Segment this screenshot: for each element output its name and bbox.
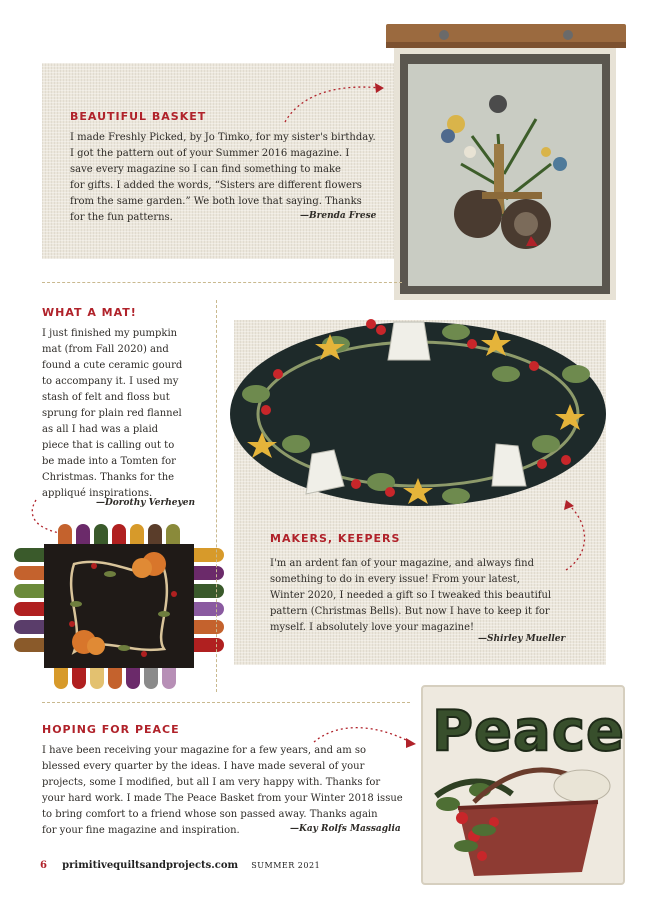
letter-line: Christmas. Thanks for the	[42, 472, 175, 483]
letter-line: pattern (Christmas Bells). But now I have to keep it for	[270, 606, 550, 617]
arrow-to-basket-quilt	[282, 80, 392, 130]
letter-signature-peace: —Kay Rolfs Massaglia	[290, 824, 401, 834]
letter-line: I got the pattern out of your Summer 2016 magazine. I	[70, 148, 350, 159]
christmas-bells-mat-photo	[226, 314, 610, 514]
letter-line: mat (from Fall 2020) and	[42, 344, 169, 355]
letter-line: as all I had was a plaid	[42, 424, 159, 435]
letter-line: for your fine magazine and inspiration.	[42, 825, 240, 836]
letter-line: projects, some I modified, but all I am very happy with. Thanks for	[42, 777, 381, 788]
column-divider	[216, 300, 217, 692]
section-divider	[42, 282, 402, 283]
basket-wall-hanging-photo	[386, 24, 626, 304]
letter-line: myself. I absolutely love your magazine!	[270, 622, 475, 633]
letter-line: to accompany it. I used my	[42, 376, 179, 387]
letter-signature-mat: —Dorothy Verheyen	[96, 498, 196, 508]
peace-quilt-word: Peace	[432, 699, 625, 764]
letter-heading-makers: MAKERS, KEEPERS	[270, 532, 401, 545]
page-number: 6	[40, 860, 47, 871]
letter-heading-peace: HOPING FOR PEACE	[42, 723, 180, 736]
letter-line: save every magazine so I can find something to make	[70, 164, 341, 175]
letter-line: I'm an ardent fan of your magazine, and always find	[270, 558, 535, 569]
letter-line: sprung for plain red flannel	[42, 408, 182, 419]
letter-line: to bring comfort to a friend whose son passed away. Thanks again	[42, 809, 378, 820]
letter-line: I have been receiving your magazine for a few years, and am so	[42, 745, 367, 756]
letter-line: be made into a Tomten for	[42, 456, 176, 467]
peace-basket-quilt-photo	[422, 686, 624, 884]
arrow-to-bells-mat	[560, 496, 600, 576]
letter-heading-basket: BEAUTIFUL BASKET	[70, 110, 207, 123]
letter-signature-basket: —Brenda Frese	[300, 211, 377, 221]
pumpkin-mat-photo	[14, 524, 224, 689]
arrow-to-peace-quilt	[310, 716, 420, 756]
letter-line: for gifts. I added the words, “Sisters are different flowers	[70, 180, 362, 191]
letter-body-mat	[42, 326, 212, 502]
letter-line: I made Freshly Picked, by Jo Timko, for my sister's birthday.	[70, 132, 376, 143]
letter-body-makers	[270, 556, 590, 636]
letter-line: your hard work. I made The Peace Basket from your Winter 2018 issue	[42, 793, 403, 804]
letter-line: stash of felt and floss but	[42, 392, 170, 403]
letter-signature-makers: —Shirley Mueller	[478, 634, 566, 644]
footer-site: primitivequiltsandprojects.com	[62, 860, 239, 871]
letter-line: for the fun patterns.	[70, 212, 173, 223]
letter-heading-mat: WHAT A MAT!	[42, 306, 137, 319]
letter-line: something to do in every issue! From your latest,	[270, 574, 520, 585]
letter-line: Winter 2020, I needed a gift so I tweaked this beautiful	[270, 590, 552, 601]
letter-line: from the same garden.” We both love that saying. Thanks	[70, 196, 362, 207]
letter-line: appliqué inspirations.	[42, 488, 153, 499]
letter-line: I just finished my pumpkin	[42, 328, 178, 339]
letter-line: piece that is calling out to	[42, 440, 175, 451]
letter-line: found a cute ceramic gourd	[42, 360, 183, 371]
section-divider	[42, 702, 410, 703]
page-footer	[40, 860, 320, 871]
footer-issue: SUMMER 2021	[251, 861, 321, 870]
letter-line: blessed every quarter by the ideas. I have made several of your	[42, 761, 365, 772]
